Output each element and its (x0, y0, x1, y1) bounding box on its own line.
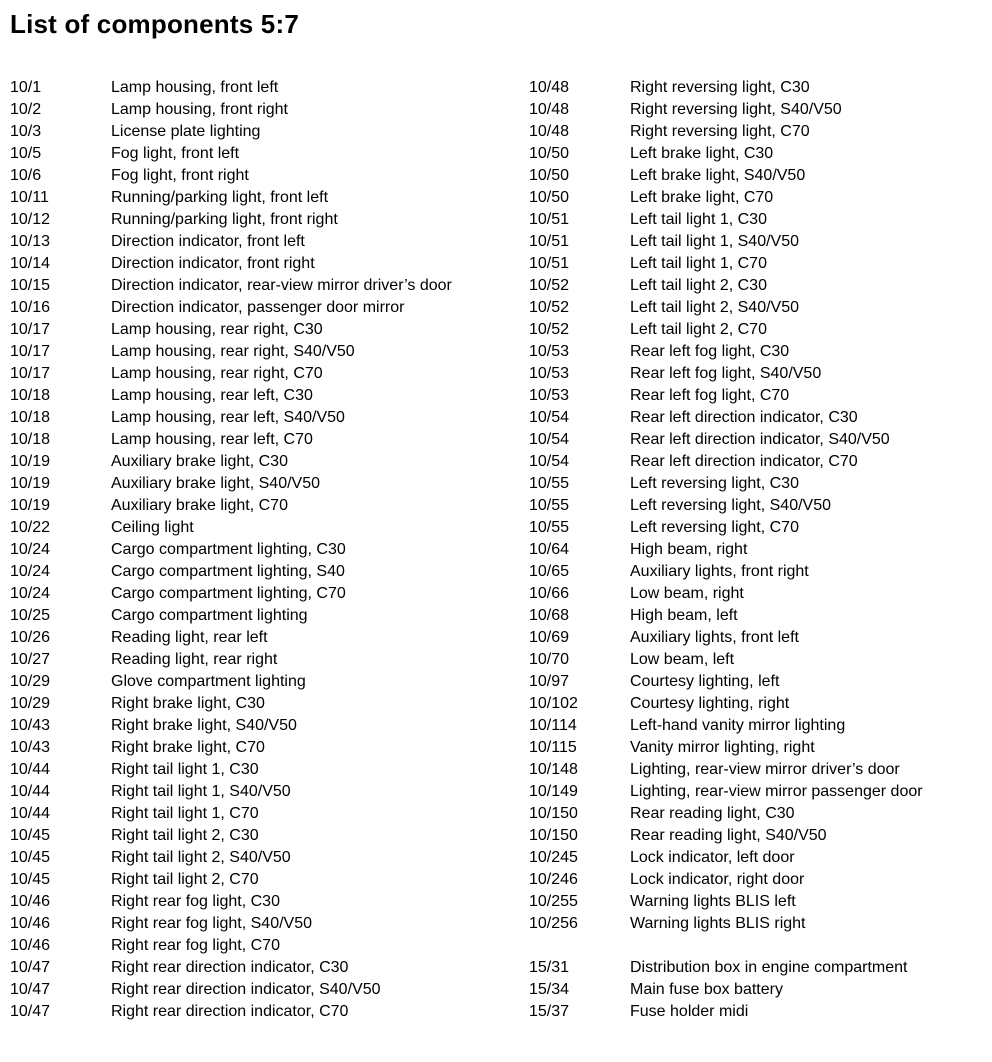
component-description: Warning lights BLIS left (630, 893, 796, 910)
component-code: 10/50 (529, 145, 570, 162)
component-description: Auxiliary lights, front right (630, 563, 809, 580)
list-item (10, 341, 510, 363)
list-item (10, 891, 510, 913)
list-item (529, 187, 989, 209)
list-item (529, 363, 989, 385)
component-code: 10/51 (529, 255, 570, 272)
component-code: 10/47 (10, 1003, 51, 1020)
list-item (10, 231, 510, 253)
component-description: Auxiliary lights, front left (630, 629, 799, 646)
component-code: 10/66 (529, 585, 570, 602)
list-item (10, 1001, 510, 1023)
component-description: Courtesy lighting, left (630, 673, 780, 690)
component-description: Rear reading light, S40/V50 (630, 827, 827, 844)
component-code: 10/25 (10, 607, 51, 624)
list-item (529, 121, 989, 143)
component-code: 10/24 (10, 563, 51, 580)
component-description: Right tail light 2, C30 (111, 827, 259, 844)
component-code: 10/29 (10, 695, 51, 712)
component-description: Right tail light 1, C30 (111, 761, 259, 778)
list-item (10, 319, 510, 341)
component-description: Rear left fog light, C70 (630, 387, 790, 404)
list-item (10, 737, 510, 759)
component-description: Right tail light 2, S40/V50 (111, 849, 291, 866)
component-description: Lamp housing, rear left, C30 (111, 387, 313, 404)
component-description: Rear reading light, C30 (630, 805, 795, 822)
component-code: 10/46 (10, 937, 51, 954)
component-code: 10/50 (529, 167, 570, 184)
component-code: 10/246 (529, 871, 578, 888)
component-description: Glove compartment lighting (111, 673, 306, 690)
component-code: 10/44 (10, 805, 51, 822)
list-item (529, 957, 989, 979)
component-code: 10/68 (529, 607, 570, 624)
component-code: 10/52 (529, 321, 570, 338)
component-code: 10/46 (10, 915, 51, 932)
component-code: 10/2 (10, 101, 42, 118)
list-item (10, 759, 510, 781)
component-description: Fog light, front right (111, 167, 249, 184)
component-description: Right brake light, C30 (111, 695, 265, 712)
list-item (10, 869, 510, 891)
component-code: 10/18 (10, 409, 51, 426)
list-item (529, 77, 989, 99)
component-description: License plate lighting (111, 123, 261, 140)
component-code: 10/52 (529, 299, 570, 316)
component-code: 10/45 (10, 827, 51, 844)
component-description: Direction indicator, front right (111, 255, 315, 272)
list-item (10, 913, 510, 935)
component-code: 10/27 (10, 651, 51, 668)
list-item (10, 671, 510, 693)
list-item (10, 517, 510, 539)
component-code: 10/70 (529, 651, 570, 668)
component-code: 10/1 (10, 79, 42, 96)
list-item (529, 561, 989, 583)
component-code: 10/52 (529, 277, 570, 294)
component-description: Left reversing light, C70 (630, 519, 799, 536)
component-code: 10/51 (529, 233, 570, 250)
component-code: 10/19 (10, 497, 51, 514)
component-code: 10/53 (529, 343, 570, 360)
list-item (10, 803, 510, 825)
component-description: Left-hand vanity mirror lighting (630, 717, 846, 734)
component-description: Left tail light 1, S40/V50 (630, 233, 799, 250)
component-code: 10/47 (10, 959, 51, 976)
component-description: Right brake light, S40/V50 (111, 717, 297, 734)
list-item (529, 517, 989, 539)
component-description: High beam, left (630, 607, 738, 624)
component-description: Cargo compartment lighting, C70 (111, 585, 346, 602)
component-code: 10/69 (529, 629, 570, 646)
page-title: List of components 5:7 (10, 9, 299, 39)
component-description: Cargo compartment lighting (111, 607, 308, 624)
component-description: Lock indicator, left door (630, 849, 795, 866)
list-item (529, 979, 989, 1001)
list-item (529, 319, 989, 341)
list-item (529, 693, 989, 715)
component-code: 10/19 (10, 475, 51, 492)
list-item (529, 99, 989, 121)
list-item (10, 473, 510, 495)
component-code: 10/5 (10, 145, 42, 162)
component-code: 10/48 (529, 123, 570, 140)
list-item (529, 297, 989, 319)
component-description: Right rear fog light, C70 (111, 937, 280, 954)
component-description: Left tail light 1, C70 (630, 255, 767, 272)
list-item (10, 407, 510, 429)
list-item (529, 847, 989, 869)
component-description: Lock indicator, right door (630, 871, 805, 888)
component-description: Right rear fog light, S40/V50 (111, 915, 313, 932)
component-code: 10/3 (10, 123, 42, 140)
component-code: 10/53 (529, 387, 570, 404)
component-description: Lamp housing, rear right, C70 (111, 365, 323, 382)
component-description: Left brake light, C70 (630, 189, 774, 206)
component-code: 15/31 (529, 959, 570, 976)
component-code: 10/148 (529, 761, 578, 778)
list-item (529, 473, 989, 495)
component-description: Vanity mirror lighting, right (630, 739, 815, 756)
component-code: 10/17 (10, 365, 51, 382)
component-description: Right rear direction indicator, S40/V50 (111, 981, 381, 998)
component-list-left (10, 77, 510, 1023)
component-description: Right tail light 1, C70 (111, 805, 259, 822)
component-description: Fog light, front left (111, 145, 240, 162)
component-code: 10/97 (529, 673, 570, 690)
list-item (529, 605, 989, 627)
component-code: 10/15 (10, 277, 51, 294)
list-item (10, 539, 510, 561)
component-list-right (529, 77, 989, 1023)
component-code: 10/18 (10, 431, 51, 448)
component-code: 10/55 (529, 497, 570, 514)
list-item (529, 715, 989, 737)
component-description: Lighting, rear-view mirror driver’s door (630, 761, 900, 778)
component-description: Left brake light, C30 (630, 145, 774, 162)
component-code: 10/19 (10, 453, 51, 470)
component-code: 10/54 (529, 409, 570, 426)
component-description: Direction indicator, rear-view mirror driver’s door (111, 277, 452, 294)
component-description: Left reversing light, C30 (630, 475, 799, 492)
component-description: Cargo compartment lighting, C30 (111, 541, 346, 558)
list-item (10, 143, 510, 165)
component-code: 10/14 (10, 255, 51, 272)
list-item (10, 847, 510, 869)
component-description: Lighting, rear-view mirror passenger door (630, 783, 923, 800)
component-code: 10/115 (529, 739, 577, 756)
list-item (10, 385, 510, 407)
list-item (10, 781, 510, 803)
component-code: 10/17 (10, 321, 51, 338)
component-description: Auxiliary brake light, S40/V50 (111, 475, 320, 492)
list-item (10, 297, 510, 319)
component-description: Right rear direction indicator, C30 (111, 959, 349, 976)
component-description: Lamp housing, rear right, C30 (111, 321, 323, 338)
list-item (10, 429, 510, 451)
component-code: 10/50 (529, 189, 570, 206)
component-code: 10/150 (529, 827, 578, 844)
component-code: 10/46 (10, 893, 51, 910)
component-description: Ceiling light (111, 519, 194, 536)
component-code: 10/43 (10, 717, 51, 734)
component-code: 15/37 (529, 1003, 570, 1020)
component-description: High beam, right (630, 541, 748, 558)
component-code: 10/44 (10, 761, 51, 778)
list-item (529, 583, 989, 605)
list-item (10, 275, 510, 297)
list-item (529, 275, 989, 297)
component-description: Rear left direction indicator, C30 (630, 409, 858, 426)
list-item (10, 451, 510, 473)
component-code: 10/44 (10, 783, 51, 800)
component-code: 10/17 (10, 343, 51, 360)
component-description: Low beam, left (630, 651, 735, 668)
list-item (529, 429, 989, 451)
component-code: 10/150 (529, 805, 578, 822)
group-spacer (529, 935, 989, 957)
list-item (529, 759, 989, 781)
component-code: 10/12 (10, 211, 51, 228)
component-code: 10/48 (529, 79, 570, 96)
list-item (529, 627, 989, 649)
component-code: 10/13 (10, 233, 51, 250)
list-item (10, 187, 510, 209)
list-item (10, 77, 510, 99)
list-item (10, 561, 510, 583)
list-item (10, 209, 510, 231)
component-description: Reading light, rear right (111, 651, 278, 668)
list-item (10, 363, 510, 385)
component-code: 10/55 (529, 475, 570, 492)
component-description: Left tail light 1, C30 (630, 211, 767, 228)
component-code: 10/54 (529, 431, 570, 448)
component-code: 10/45 (10, 849, 51, 866)
component-description: Left reversing light, S40/V50 (630, 497, 832, 514)
component-code: 10/45 (10, 871, 51, 888)
component-description: Auxiliary brake light, C70 (111, 497, 288, 514)
component-code: 10/48 (529, 101, 570, 118)
component-description: Left tail light 2, C70 (630, 321, 767, 338)
component-description: Lamp housing, rear left, S40/V50 (111, 409, 345, 426)
component-description: Right reversing light, S40/V50 (630, 101, 842, 118)
component-code: 10/51 (529, 211, 570, 228)
component-description: Auxiliary brake light, C30 (111, 453, 288, 470)
list-item (529, 495, 989, 517)
list-item (529, 649, 989, 671)
list-item (529, 869, 989, 891)
list-item (529, 803, 989, 825)
component-description: Direction indicator, front left (111, 233, 305, 250)
component-code: 10/55 (529, 519, 570, 536)
list-item (529, 737, 989, 759)
list-item (529, 231, 989, 253)
component-description: Rear left fog light, C30 (630, 343, 790, 360)
component-description: Rear left direction indicator, C70 (630, 453, 858, 470)
component-description: Fuse holder midi (630, 1003, 749, 1020)
component-description: Rear left direction indicator, S40/V50 (630, 431, 890, 448)
component-code: 10/255 (529, 893, 578, 910)
component-code: 10/149 (529, 783, 578, 800)
component-description: Right brake light, C70 (111, 739, 265, 756)
component-description: Lamp housing, front left (111, 79, 279, 96)
component-code: 10/43 (10, 739, 51, 756)
component-description: Warning lights BLIS right (630, 915, 806, 932)
list-item (10, 165, 510, 187)
list-item (529, 385, 989, 407)
component-code: 10/24 (10, 585, 51, 602)
list-item (529, 341, 989, 363)
component-description: Low beam, right (630, 585, 744, 602)
component-description: Reading light, rear left (111, 629, 268, 646)
list-item (10, 715, 510, 737)
component-code: 10/65 (529, 563, 570, 580)
list-item (10, 825, 510, 847)
component-code: 10/26 (10, 629, 51, 646)
component-code: 10/16 (10, 299, 51, 316)
component-code: 10/54 (529, 453, 570, 470)
list-item (10, 649, 510, 671)
list-item (10, 121, 510, 143)
component-description: Right tail light 2, C70 (111, 871, 259, 888)
list-item (529, 143, 989, 165)
component-code: 10/11 (10, 189, 49, 206)
component-description: Left tail light 2, C30 (630, 277, 767, 294)
component-description: Left brake light, S40/V50 (630, 167, 806, 184)
list-item (10, 583, 510, 605)
component-description: Running/parking light, front left (111, 189, 329, 206)
list-item (10, 979, 510, 1001)
list-item (529, 891, 989, 913)
list-item (529, 209, 989, 231)
component-code: 10/53 (529, 365, 570, 382)
list-item (10, 693, 510, 715)
list-item (529, 1001, 989, 1023)
list-item (529, 253, 989, 275)
component-description: Distribution box in engine compartment (630, 959, 908, 976)
component-code: 10/102 (529, 695, 578, 712)
component-code: 10/64 (529, 541, 570, 558)
list-item (10, 253, 510, 275)
component-description: Courtesy lighting, right (630, 695, 790, 712)
list-item (10, 99, 510, 121)
component-description: Running/parking light, front right (111, 211, 338, 228)
list-item (529, 539, 989, 561)
component-description: Right rear fog light, C30 (111, 893, 280, 910)
component-description: Main fuse box battery (630, 981, 783, 998)
component-code: 10/114 (529, 717, 577, 734)
list-item (529, 165, 989, 187)
list-item (529, 825, 989, 847)
component-code: 10/6 (10, 167, 42, 184)
component-description: Left tail light 2, S40/V50 (630, 299, 799, 316)
list-item (10, 627, 510, 649)
list-item (529, 451, 989, 473)
component-description: Lamp housing, rear right, S40/V50 (111, 343, 355, 360)
list-item (10, 605, 510, 627)
component-code: 10/18 (10, 387, 51, 404)
list-item (529, 671, 989, 693)
list-item (529, 913, 989, 935)
component-description: Right reversing light, C70 (630, 123, 810, 140)
component-code: 10/22 (10, 519, 51, 536)
component-code: 10/245 (529, 849, 578, 866)
list-item (10, 495, 510, 517)
component-description: Cargo compartment lighting, S40 (111, 563, 345, 580)
component-code: 10/47 (10, 981, 51, 998)
list-item (529, 781, 989, 803)
component-code: 10/29 (10, 673, 51, 690)
component-code: 10/24 (10, 541, 51, 558)
component-description: Lamp housing, rear left, C70 (111, 431, 313, 448)
list-item (529, 407, 989, 429)
component-description: Right tail light 1, S40/V50 (111, 783, 291, 800)
component-description: Direction indicator, passenger door mirror (111, 299, 405, 316)
component-description: Rear left fog light, S40/V50 (630, 365, 822, 382)
component-code: 10/256 (529, 915, 578, 932)
list-item (10, 957, 510, 979)
component-description: Right reversing light, C30 (630, 79, 810, 96)
component-description: Right rear direction indicator, C70 (111, 1003, 349, 1020)
list-item (10, 935, 510, 957)
component-description: Lamp housing, front right (111, 101, 288, 118)
component-code: 15/34 (529, 981, 570, 998)
